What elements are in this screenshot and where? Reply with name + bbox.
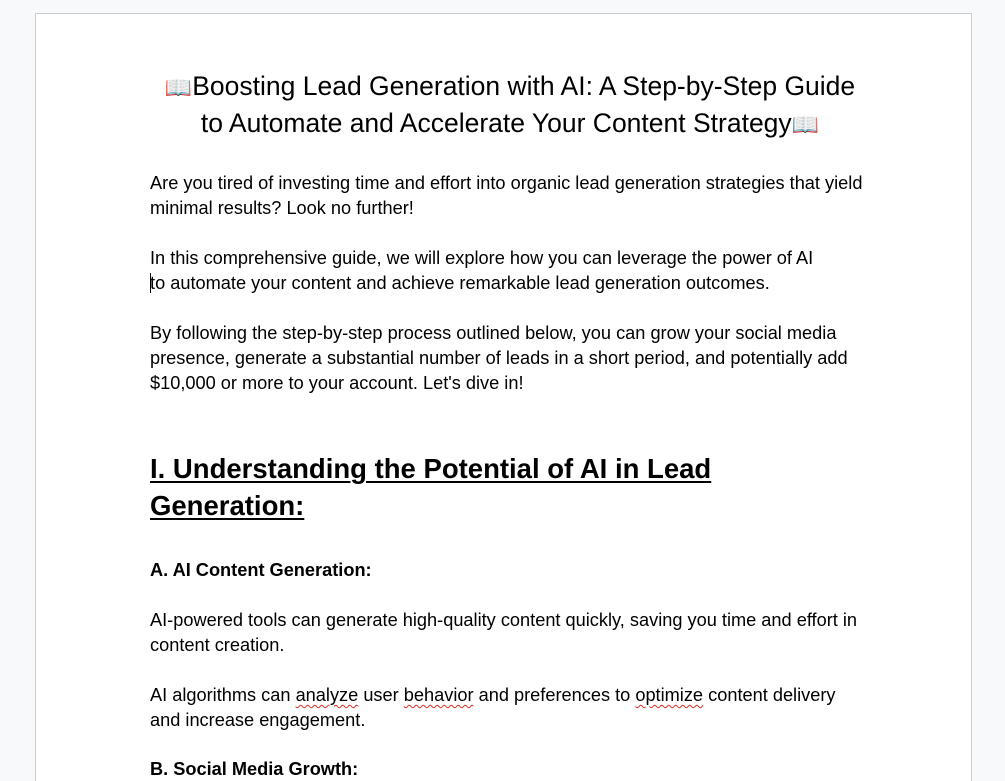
intro-paragraph-3[interactable]: By following the step-by-step process outlined below, you can grow your social media presence, generate a substantial number of leads in a short period, and potentially add $10,000 or more to your account. Let's dive in!	[150, 323, 848, 393]
intro-paragraph-1[interactable]: Are you tired of investing time and effort into organic lead generation strategies that yield minimal results? Look no further!	[150, 173, 863, 218]
spellcheck-word-behavior[interactable]: behavior	[403, 685, 474, 705]
subsection-a-heading[interactable]: A. AI Content Generation:	[150, 560, 372, 580]
intro-paragraph-2-line-2: o automate your content and achieve remarkable lead generation outcomes.	[155, 273, 770, 293]
text-run: content delivery and increase engagement.	[150, 685, 836, 730]
document-title[interactable]	[130, 69, 890, 143]
intro-paragraph-2-line-2-start: t	[150, 273, 156, 293]
intro-paragraph-2-line-1: In this comprehensive guide, we will explore how you can leverage the power of AI	[150, 248, 814, 268]
subsection-a-paragraph-2[interactable]	[150, 683, 870, 733]
title-line-1: Boosting Lead Generation with AI: A Step-by-Step Guide	[192, 71, 856, 101]
subsection-a-paragraph-1[interactable]: AI-powered tools can generate high-quality content quickly, saving you time and effort in content creation.	[150, 610, 858, 655]
title-line-2: to Automate and Accelerate Your Content Strategy	[200, 108, 792, 138]
section-heading[interactable]: I. Understanding the Potential of AI in Lead Generation:	[150, 453, 712, 521]
document-page[interactable]	[35, 13, 972, 781]
spellcheck-word-optimize[interactable]: optimize	[635, 685, 704, 705]
open-book-icon: 📖	[791, 113, 820, 138]
text-run: AI algorithms can	[150, 685, 296, 705]
text-run: user	[358, 685, 404, 705]
text-run: and preferences to	[473, 685, 636, 705]
subsection-b-heading[interactable]: B. Social Media Growth:	[150, 759, 359, 779]
open-book-icon: 📖	[164, 76, 193, 101]
spellcheck-word-analyze[interactable]: analyze	[295, 685, 359, 705]
intro-paragraph-2[interactable]	[150, 246, 870, 296]
